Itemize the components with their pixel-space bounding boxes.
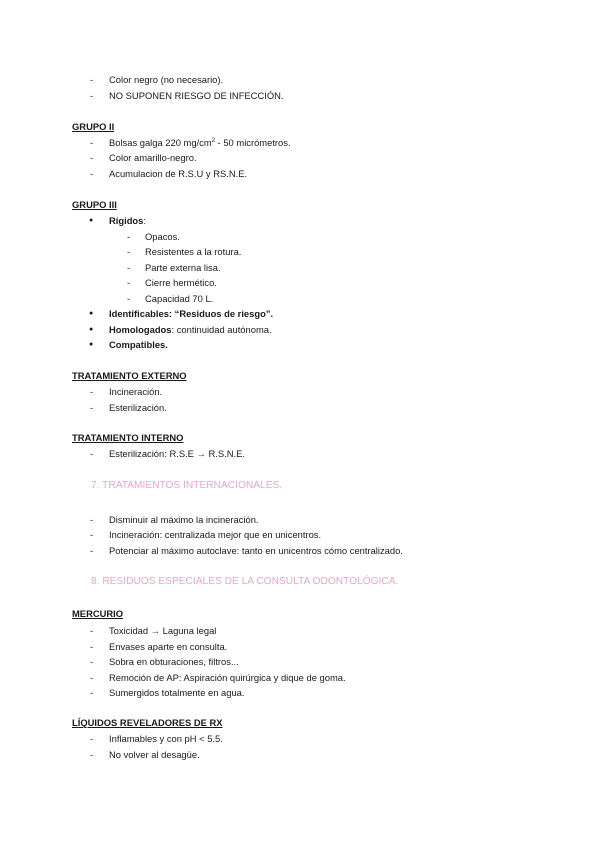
dash-marker: - bbox=[90, 687, 94, 698]
grupo-iii-heading: GRUPO III bbox=[72, 199, 117, 210]
bullet-icon: ● bbox=[89, 217, 94, 224]
grupo-ii-heading: GRUPO II bbox=[72, 121, 115, 132]
list-item: Sobra en obturaciones, filtros... bbox=[109, 656, 239, 667]
list-item: Incineración. bbox=[109, 386, 163, 397]
sub-list-item: Opacos. bbox=[145, 231, 180, 242]
list-item: Acumulacion de R.S.U y RS.N.E. bbox=[109, 168, 248, 179]
bullet-icon: ● bbox=[89, 310, 94, 317]
sub-list-item: Parte externa lisa. bbox=[145, 262, 221, 273]
list-item: Esterilización: R.S.E → R.S.N.E. bbox=[109, 448, 245, 459]
list-item: Rígidos: bbox=[109, 215, 146, 226]
list-item: Incineración: centralizada mejor que en unicentros. bbox=[109, 529, 322, 540]
dash-marker: - bbox=[90, 733, 94, 744]
dash-marker: - bbox=[90, 168, 94, 179]
dash-marker: - bbox=[90, 545, 94, 556]
dash-marker: - bbox=[90, 90, 94, 101]
list-item: Potenciar al máximo autoclave: tanto en unicentros cómo centralizado. bbox=[109, 545, 403, 556]
dash-marker: - bbox=[90, 749, 94, 760]
sub-list-item: Resistentes a la rotura. bbox=[145, 246, 242, 257]
tratamiento-externo-heading: TRATAMIENTO EXTERNO bbox=[72, 370, 187, 381]
bullet-icon: ● bbox=[89, 341, 94, 348]
dash-marker: - bbox=[90, 152, 94, 163]
dash-marker: - bbox=[90, 672, 94, 683]
superscript: 2 bbox=[211, 138, 216, 144]
dash-marker: - bbox=[90, 641, 94, 652]
bullet-icon: ● bbox=[89, 326, 94, 333]
list-item: Color amarillo-negro. bbox=[109, 152, 197, 163]
dash-marker: - bbox=[90, 448, 94, 459]
sub-list-item: Cierre hermético. bbox=[145, 277, 217, 288]
dash-marker: - bbox=[90, 402, 94, 413]
list-item: Esterilización. bbox=[109, 402, 167, 413]
section-8-heading: 8. RESIDUOS ESPECIALES DE LA CONSULTA ODONTOLÓGICA. bbox=[91, 576, 399, 587]
tratamiento-interno-heading: TRATAMIENTO INTERNO bbox=[72, 432, 184, 443]
dash-marker: - bbox=[90, 656, 94, 667]
list-item: Compatibles. bbox=[109, 339, 168, 350]
dash-marker: - bbox=[127, 277, 131, 288]
list-item: NO SUPONEN RIESGO DE INFECCIÓN. bbox=[109, 90, 284, 101]
dash-marker: - bbox=[90, 514, 94, 525]
list-item: Bolsas galga 220 $mg/cm^2 - 50$ micrómetros. bbox=[109, 137, 291, 148]
list-item: Toxicidad → Laguna legal bbox=[109, 625, 217, 636]
dash-marker: - bbox=[127, 262, 131, 273]
list-item: No volver al desagüe. bbox=[109, 749, 200, 760]
list-item: Remoción de AP: Aspiración quirúrgica y dique de goma. bbox=[109, 672, 346, 683]
dash-marker: - bbox=[90, 74, 94, 85]
section-7-heading: 7. TRATAMIENTOS INTERNACIONALES. bbox=[91, 480, 283, 491]
list-item: Sumergidos totalmente en agua. bbox=[109, 687, 245, 698]
liquidos-reveladores-heading: LÍQUIDOS REVELADORES DE RX bbox=[72, 717, 223, 728]
dash-marker: - bbox=[90, 386, 94, 397]
dash-marker: - bbox=[90, 529, 94, 540]
sub-list-item: Capacidad 70 L. bbox=[145, 293, 214, 304]
list-item: Color negro (no necesario). bbox=[109, 74, 224, 85]
mercurio-heading: MERCURIO bbox=[72, 608, 124, 619]
dash-marker: - bbox=[90, 137, 94, 148]
list-item: Inflamables y con pH < 5.5. bbox=[109, 733, 223, 744]
list-item: Identificables: “Residuos de riesgo”. bbox=[109, 308, 274, 319]
dash-marker: - bbox=[127, 293, 131, 304]
list-item: Homologados: continuidad autónoma. bbox=[109, 324, 272, 335]
dash-marker: - bbox=[127, 231, 131, 242]
list-item: Disminuir al máximo la incineración. bbox=[109, 514, 259, 525]
dash-marker: - bbox=[127, 246, 131, 257]
list-item: Envases aparte en consulta. bbox=[109, 641, 228, 652]
dash-marker: - bbox=[90, 625, 94, 636]
